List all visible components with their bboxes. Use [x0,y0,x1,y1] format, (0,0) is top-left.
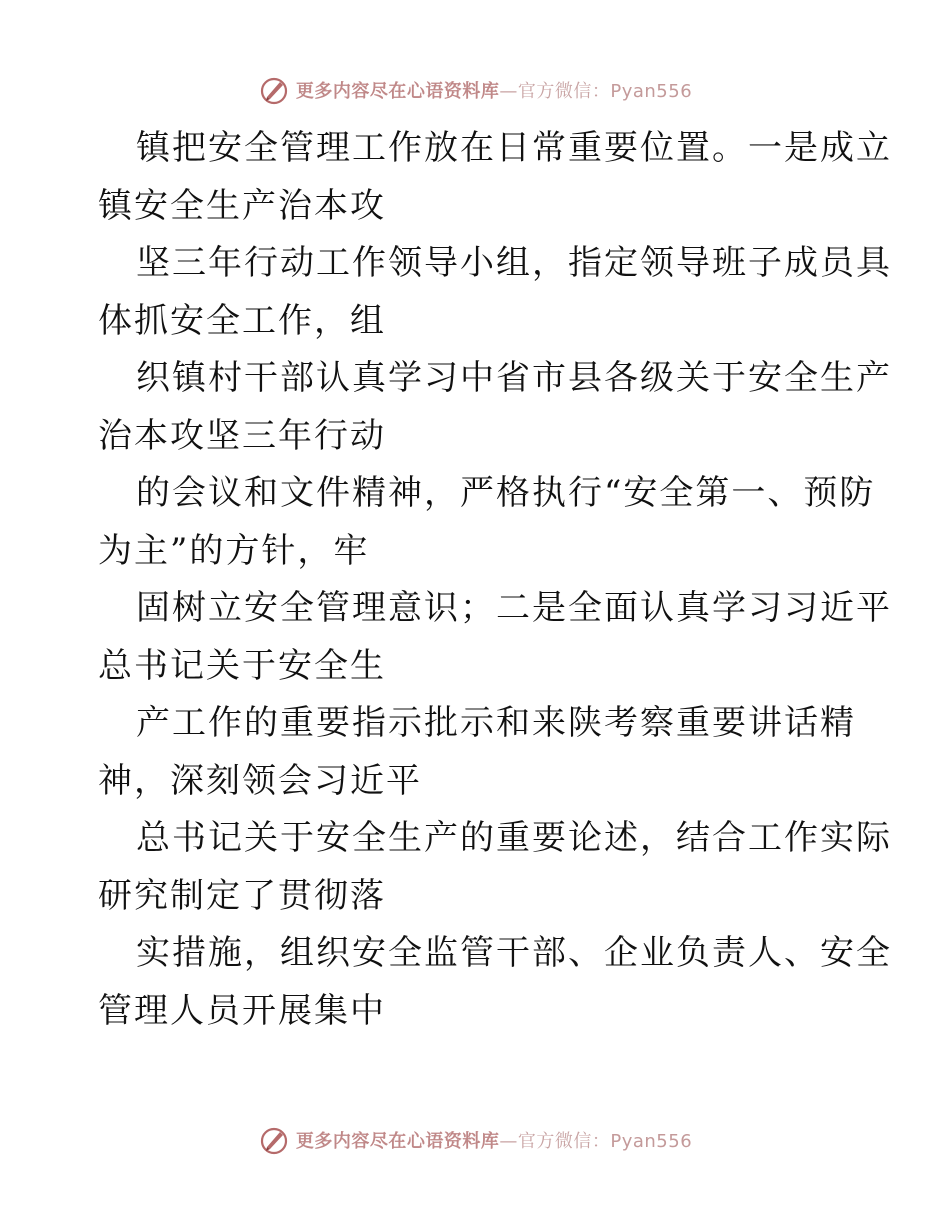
watermark-account-label: 官方微信： [517,1131,611,1152]
paragraph-line: 的会议和文件精神，严格执行“安全第一、预防 [136,473,876,513]
document-body [98,120,892,1040]
paragraph-line: 治本攻坚三年行动 [98,415,386,456]
watermark-account-id: Pyan556 [610,1131,693,1152]
paragraph-line: 为主”的方针，牢 [98,530,370,571]
paragraph-line: 坚三年行动工作领导小组，指定领导班子成员具 [136,243,892,283]
paragraph-line: 产工作的重要指示批示和来陕考察重要讲话精 [136,703,856,743]
watermark-text [296,1127,692,1153]
paragraph-line: 织镇村干部认真学习中省市县各级关于安全生产 [136,358,892,398]
paragraph-line: 神，深刻领会习近平 [98,760,422,801]
paragraph-line: 镇把安全管理工作放在日常重要位置。一是成立 [136,128,892,168]
watermark-dash: — [499,81,518,102]
watermark-text [296,77,692,103]
watermark-brand: 更多内容尽在心语资料库 [295,1131,500,1152]
paragraph-line: 总书记关于安全生产的重要论述，结合工作实际 [136,818,892,858]
paragraph-line: 体抓安全工作，组 [98,300,386,341]
footer-watermark [0,1120,950,1160]
watermark-account-label: 官方微信： [517,81,611,102]
paragraph-line: 研究制定了贯彻落 [98,875,386,916]
pen-circle-icon [258,74,290,106]
pen-circle-icon [258,1124,290,1156]
paragraph-line: 镇安全生产治本攻 [98,185,386,226]
watermark-dash: — [499,1131,518,1152]
paragraph-line: 管理人员开展集中 [98,990,386,1031]
paragraph-line: 固树立安全管理意识；二是全面认真学习习近平 [136,588,892,628]
watermark-brand: 更多内容尽在心语资料库 [295,81,500,102]
paragraph-line: 实措施，组织安全监管干部、企业负责人、安全 [136,933,892,973]
header-watermark [0,70,950,110]
paragraph-line: 总书记关于安全生 [98,645,386,686]
watermark-account-id: Pyan556 [610,81,693,102]
